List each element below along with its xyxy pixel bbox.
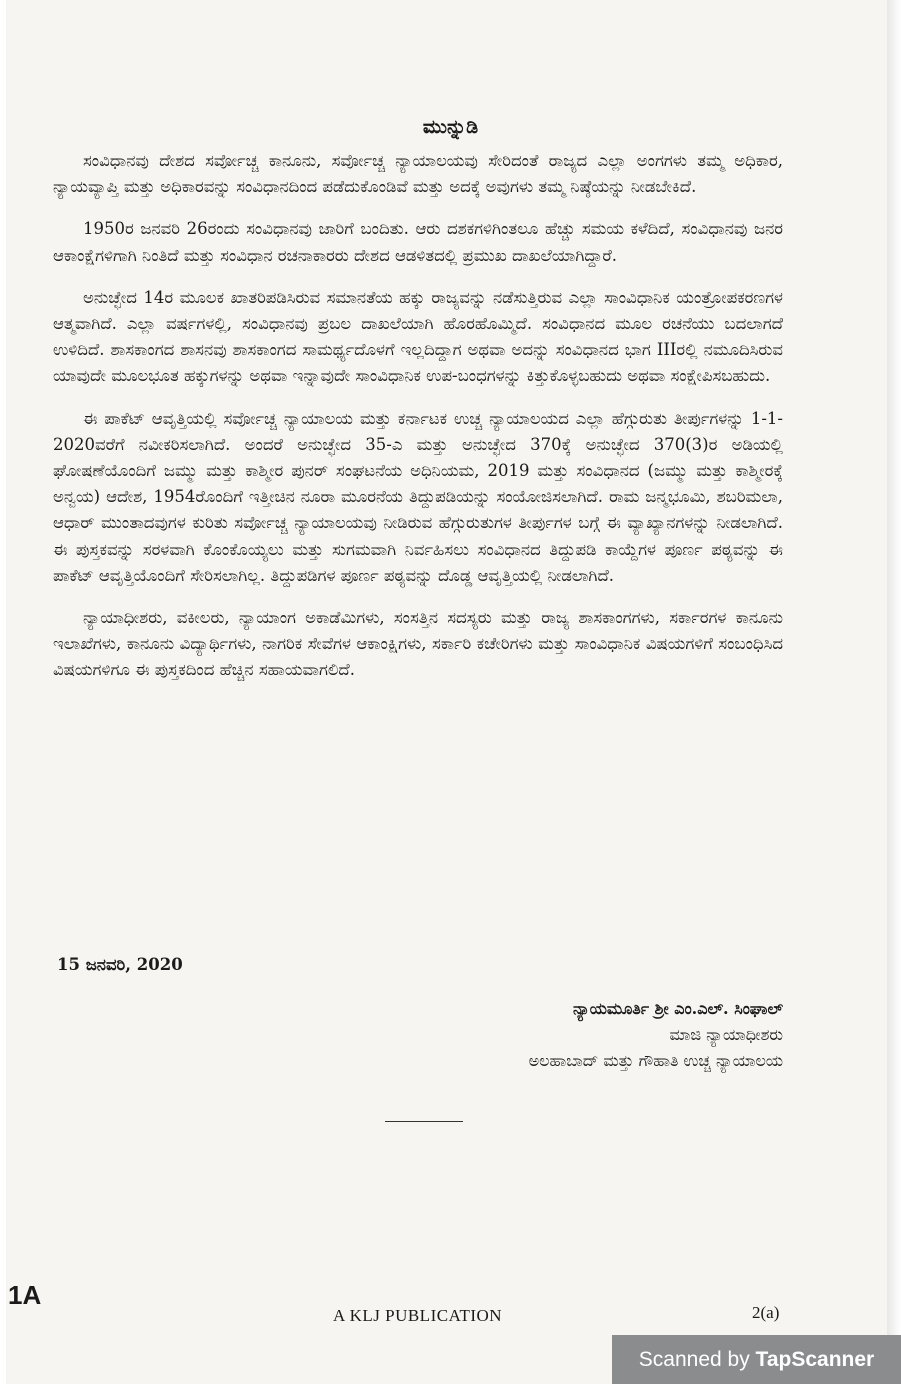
watermark-prefix: Scanned by (638, 1348, 756, 1371)
foreword-body (53, 148, 783, 700)
foreword-date: 15 ಜನವರಿ, 2020 (57, 955, 183, 974)
paragraph-1: ಸಂವಿಧಾನವು ದೇಶದ ಸರ್ವೋಚ್ಚ ಕಾನೂನು, ಸರ್ವೋಚ್ಚ ನ್ಯಾಯಾಲಯವು ಸೇರಿದಂತೆ ರಾಜ್ಯದ ಎಲ್ಲಾ ಅಂಗಗಳು ತಮ್ಮ ಅಧಿಕಾರ, ನ್ಯಾಯವ್ಯಾಪ್ತಿ ಮತ್ತು ಅಧಿಕಾರವನ್ನು ಸಂವಿಧಾನದಿಂದ ಪಡೆದುಕೊಂಡಿವೆ ಮತ್ತು ಅದಕ್ಕೆ ಅವುಗಳು ತಮ್ಮ ನಿಷ್ಠೆಯನ್ನು ನೀಡಬೇಕಿದೆ. (53, 151, 783, 197)
section-divider (385, 1121, 463, 1122)
watermark-brand: TapScanner (755, 1348, 875, 1371)
publisher-line: A KLJ PUBLICATION (333, 1306, 503, 1325)
paragraph-4: ಈ ಪಾಕೆಟ್ ಆವೃತ್ತಿಯಲ್ಲಿ ಸರ್ವೋಚ್ಚ ನ್ಯಾಯಾಲಯ ಮತ್ತು ಕರ್ನಾಟಕ ಉಚ್ಚ ನ್ಯಾಯಾಲಯದ ಎಲ್ಲಾ ಹೆಗ್ಗುರುತು ತೀರ್ಪುಗಳನ್ನು 1-1-2020ವರೆಗೆ ನವೀಕರಿಸಲಾಗಿದೆ. ಅಂದರೆ ಅನುಚ್ಛೇದ 35-ಎ ಮತ್ತು ಅನುಚ್ಛೇದ 370ಕ್ಕೆ ಅನುಚ್ಛೇದ 370(3)ರ ಅಡಿಯಲ್ಲಿ ಘೋಷಣೆಯೊಂದಿಗೆ ಜಮ್ಮು ಮತ್ತು ಕಾಶ್ಮೀರ ಪುನರ್ ಸಂಘಟನೆಯ ಅಧಿನಿಯಮ, 2019 ಮತ್ತು ಸಂವಿಧಾನದ (ಜಮ್ಮು ಮತ್ತು ಕಾಶ್ಮೀರಕ್ಕೆ ಅನ್ವಯ) ಆದೇಶ, 1954ರೊಂದಿಗೆ ಇತ್ತೀಚಿನ ನೂರಾ ಮೂರನೆಯ ತಿದ್ದುಪಡಿಯನ್ನು ಸಂಯೋಜಿಸಲಾಗಿದೆ. ರಾಮ ಜನ್ಮಭೂಮಿ, ಶಬರಿಮಲಾ, ಆಧಾರ್ ಮುಂತಾದವುಗಳ ಕುರಿತು ಸರ್ವೋಚ್ಚ ನ್ಯಾಯಾಲಯವು ನೀಡಿರುವ ಹೆಗ್ಗುರುತುಗಳ ತೀರ್ಪುಗಳ ಬಗ್ಗೆ ಈ ವ್ಯಾಖ್ಯಾನಗಳನ್ನು ನೀಡಲಾಗಿದೆ. ಈ ಪುಸ್ತಕವನ್ನು ಸರಳವಾಗಿ ಕೊಂಕೊಯ್ಯಲು ಮತ್ತು ಸುಗಮವಾಗಿ ನಿರ್ವಹಿಸಲು ಸಂವಿಧಾನದ ತಿದ್ದುಪಡಿ ಕಾಯ್ದೆಗಳ ಪೂರ್ಣ ಪಠ್ಯವನ್ನು ಈ ಪಾಕೆಟ್ ಆವೃತ್ತಿಯೊಂದಿಗೆ ಸೇರಿಸಲಾಗಿಲ್ಲ. ತಿದ್ದುಪಡಿಗಳ ಪೂರ್ಣ ಪಠ್ಯವನ್ನು ದೊಡ್ಡ ಆವೃತ್ತಿಯಲ್ಲಿ ನೀಡಲಾಗಿದೆ. (53, 408, 783, 585)
signatory-role: ಮಾಜಿ ನ್ಯಾಯಾಧೀಶರು (669, 1025, 783, 1044)
paragraph-3: ಅನುಚ್ಛೇದ 14ರ ಮೂಲಕ ಖಾತರಿಪಡಿಸಿರುವ ಸಮಾನತೆಯ ಹಕ್ಕು ರಾಜ್ಯವನ್ನು ನಡೆಸುತ್ತಿರುವ ಎಲ್ಲಾ ಸಾಂವಿಧಾನಿಕ ಯಂತ್ರೋಪಕರಣಗಳ ಆತ್ಮವಾಗಿದೆ. ಎಲ್ಲಾ ವರ್ಷಗಳಲ್ಲಿ, ಸಂವಿಧಾನವು ಪ್ರಬಲ ದಾಖಲೆಯಾಗಿ ಹೊರಹೊಮ್ಮಿದೆ. ಸಂವಿಧಾನದ ಮೂಲ ರಚನೆಯು ಬದಲಾಗದೆ ಉಳಿದಿದೆ. ಶಾಸಕಾಂಗದ ಶಾಸನವು ಶಾಸಕಾಂಗದ ಸಾಮರ್ಥ್ಯದೊಳಗೆ ಇಲ್ಲದಿದ್ದಾಗ ಅಥವಾ ಅದನ್ನು ಸಂವಿಧಾನದ ಭಾಗ IIIರಲ್ಲಿ ನಮೂದಿಸಿರುವ ಯಾವುದೇ ಮೂಲಭೂತ ಹಕ್ಕುಗಳನ್ನು ಅಥವಾ ಇನ್ನಾವುದೇ ಸಾಂವಿಧಾನಿಕ ಉಪ-ಬಂಧಗಳನ್ನು ಕಿತ್ತುಕೊಳ್ಳಬಹುದು ಅಥವಾ ಸಂಕ್ಷೇಪಿಸಬಹುದು. (53, 287, 783, 386)
page-title: ಮುನ್ನುಡಿ (422, 116, 479, 138)
paragraph-5: ನ್ಯಾಯಾಧೀಶರು, ವಕೀಲರು, ನ್ಯಾಯಾಂಗ ಅಕಾಡೆಮಿಗಳು, ಸಂಸತ್ತಿನ ಸದಸ್ಯರು ಮತ್ತು ರಾಜ್ಯ ಶಾಸಕಾಂಗಗಳು, ಸರ್ಕಾರಗಳ ಕಾನೂನು ಇಲಾಖೆಗಳು, ಕಾನೂನು ವಿದ್ಯಾರ್ಥಿಗಳು, ನಾಗರಿಕ ಸೇವೆಗಳ ಆಕಾಂಕ್ಷಿಗಳು, ಸರ್ಕಾರಿ ಕಚೇರಿಗಳು ಮತ್ತು ಸಾಂವಿಧಾನಿಕ ವಿಷಯಗಳಿಗೆ ಸಂಬಂಧಿಸಿದ ವಿಷಯಗಳಿಗೂ ಈ ಪುಸ್ತಕದಿಂದ ಹೆಚ್ಚಿನ ಸಹಾಯವಾಗಲಿದೆ. (53, 608, 783, 680)
signatory-name: ನ್ಯಾಯಮೂರ್ತಿ ಶ್ರೀ ಎಂ.ಎಲ್. ಸಿಂಘಾಲ್ (573, 999, 783, 1018)
page-code: 1A (8, 1280, 42, 1310)
signatory-court: ಅಲಹಾಬಾದ್ ಮತ್ತು ಗೌಹಾತಿ ಉಚ್ಚ ನ್ಯಾಯಾಲಯ (528, 1051, 783, 1070)
signature-block (529, 996, 783, 1074)
scanner-watermark (612, 1335, 901, 1384)
page-number: 2(a) (752, 1303, 780, 1322)
paragraph-2: 1950ರ ಜನವರಿ 26ರಂದು ಸಂವಿಧಾನವು ಜಾರಿಗೆ ಬಂದಿತು. ಆರು ದಶಕಗಳಿಗಿಂತಲೂ ಹೆಚ್ಚು ಸಮಯ ಕಳೆದಿದೆ, ಸಂವಿಧಾನವು ಜನರ ಆಕಾಂಕ್ಷೆಗಳಿಗಾಗಿ ನಿಂತಿದೆ ಮತ್ತು ಸಂವಿಧಾನ ರಚನಾಕಾರರು ದೇಶದ ಆಡಳಿತದಲ್ಲಿ ಪ್ರಮುಖ ದಾಖಲೆಯಾಗಿದ್ದಾರೆ. (53, 219, 783, 265)
page-edge-shadow (887, 0, 901, 1384)
